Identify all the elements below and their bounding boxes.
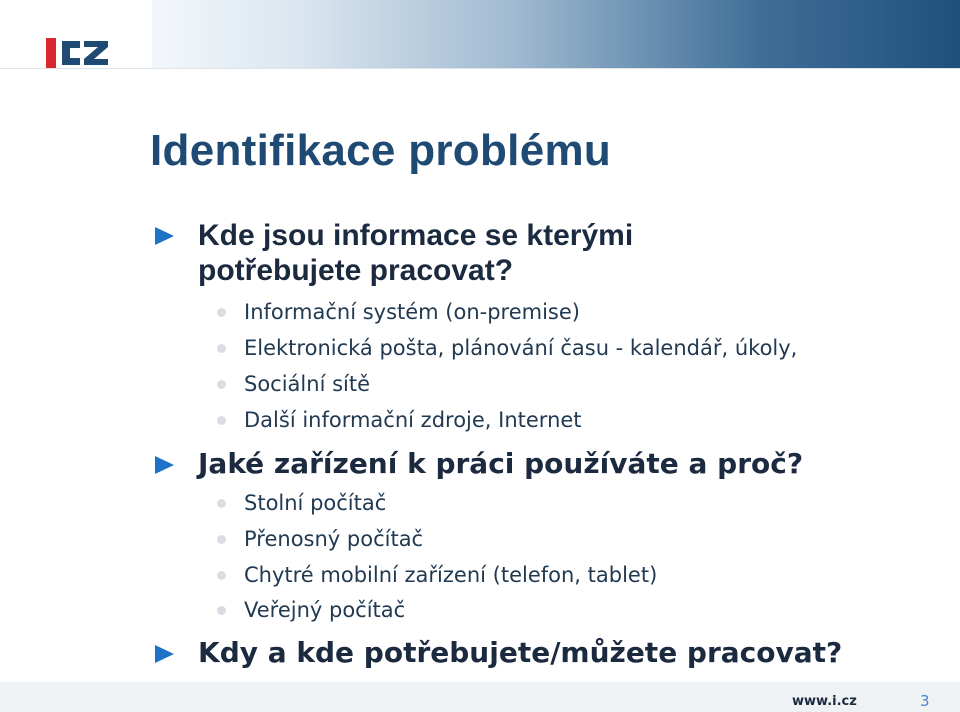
sub-bullet	[217, 367, 370, 401]
icz-logo	[46, 38, 112, 68]
sub-bullet	[217, 486, 386, 520]
sub-bullet-text: Veřejný počítač	[244, 598, 406, 622]
sub-bullet-text: Sociální sítě	[244, 372, 371, 396]
bullet-arrow-icon	[155, 456, 174, 474]
sub-bullet	[217, 558, 657, 592]
sub-bullet-text: Přenosný počítač	[244, 527, 424, 551]
sub-bullet-text: Další informační zdroje, Internet	[244, 408, 582, 432]
sub-bullet	[217, 403, 582, 437]
bullet-dot-icon	[217, 499, 226, 508]
sub-bullet	[217, 295, 580, 329]
bullet-text: Kdy a kde potřebujete/můžete pracovat?	[198, 636, 843, 669]
header-gradient-band	[152, 0, 960, 68]
bullet-which-device	[155, 447, 803, 481]
bullet-when-where	[155, 636, 842, 670]
sub-bullet	[217, 522, 423, 556]
sub-bullet-text: Chytré mobilní zařízení (telefon, tablet)	[244, 563, 658, 587]
bullet-dot-icon	[217, 571, 226, 580]
sub-bullet-text: Elektronická pošta, plánování času - kalendář, úkoly,	[244, 336, 798, 360]
bullet-text: Kde jsou informace se kterými	[198, 219, 634, 252]
bullet-dot-icon	[217, 380, 226, 389]
bullet-dot-icon	[217, 535, 226, 544]
bullet-arrow-icon	[155, 645, 174, 663]
footer-url: www.i.cz	[792, 694, 857, 709]
page-number: 3	[920, 692, 930, 710]
sub-bullet-text: Stolní počítač	[244, 491, 387, 515]
bullet-arrow-icon	[155, 227, 174, 245]
bullet-dot-icon	[217, 606, 226, 615]
bullet-text: Jaké zařízení k práci používáte a proč?	[198, 447, 804, 480]
bullet-dot-icon	[217, 416, 226, 425]
bullet-dot-icon	[217, 344, 226, 353]
bullet-where-information	[155, 218, 633, 288]
sub-bullet-text: Informační systém (on-premise)	[244, 300, 580, 324]
sub-bullet	[217, 593, 405, 627]
bullet-text: potřebujete pracovat?	[198, 254, 514, 287]
header-divider	[0, 68, 960, 69]
slide-title: Identifikace problému	[150, 126, 612, 175]
sub-bullet	[217, 331, 797, 365]
bullet-dot-icon	[217, 308, 226, 317]
